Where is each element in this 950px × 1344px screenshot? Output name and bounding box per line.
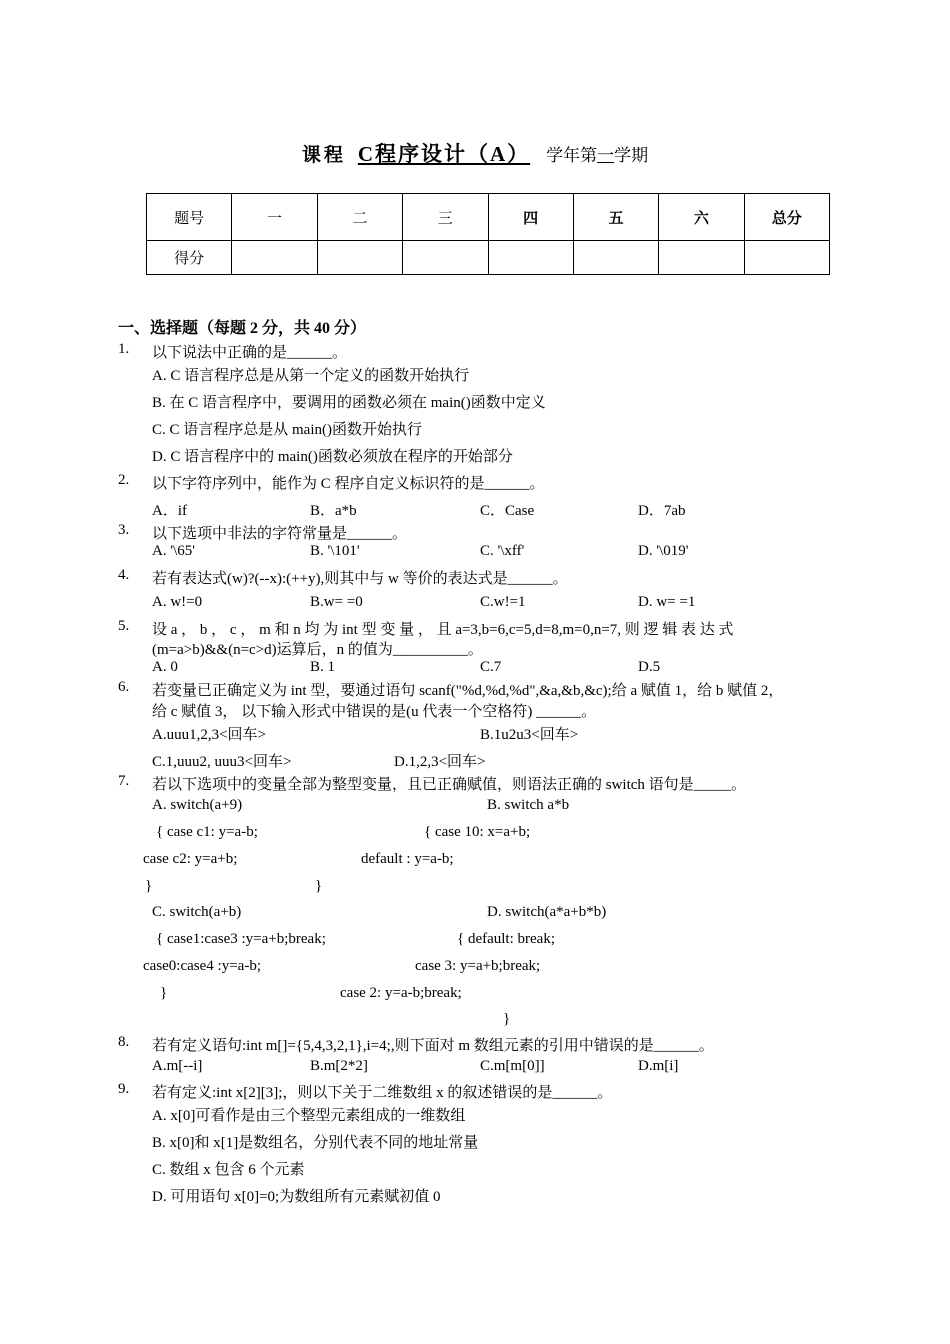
- code-d-line5: }: [503, 1011, 511, 1027]
- option-c: C.1,uuu2, uuu3<回车>: [152, 754, 292, 770]
- score-row-label: 得分: [147, 241, 232, 275]
- score-table: [146, 193, 830, 275]
- title-term: 学期: [614, 146, 649, 165]
- question-number: 7.: [118, 773, 130, 789]
- option-a: A.uuu1,2,3<回车>: [152, 727, 267, 743]
- question-stem-line1: 若变量已正确定义为 int 型，要通过语句 scanf("%d,%d,%d",&a,&b,&c);给 a 赋值 1，给 b 赋值 2，: [152, 683, 784, 699]
- question-stem: 若有表达式(w)?(--x):(++y),则其中与 w 等价的表达式是______。: [152, 571, 568, 587]
- question-stem: 若有定义:int x[2][3];，则以下关于二维数组 x 的叙述错误的是______。: [152, 1085, 613, 1101]
- question-stem: 若有定义语句:int m[]={5,4,3,2,1},i=4;,则下面对 m 数组元素的引用中错误的是______。: [152, 1038, 714, 1054]
- score-header-cell: 四: [488, 194, 573, 241]
- code-a-line4: }: [145, 878, 153, 894]
- question-number: 2.: [118, 472, 130, 488]
- option-c: C．Case: [480, 503, 535, 519]
- section-title: 一、选择题（每题 2 分，共 40 分）: [118, 320, 367, 337]
- exam-title: [0, 138, 950, 168]
- question-stem: 若以下选项中的变量全部为整型变量，且已正确赋值，则语法正确的 switch 语句是_____。: [152, 777, 747, 793]
- option-d: D.1,2,3<回车>: [394, 754, 486, 770]
- code-d-line4: case 2: y=a-b;break;: [340, 985, 462, 1001]
- score-header-cell: 一: [232, 194, 317, 241]
- question-stem-line2: (m=a>b)&&(n=c>d)运算后，n 的值为__________。: [152, 642, 483, 658]
- code-c-line4: }: [160, 985, 168, 1001]
- code-d-line1: D. switch(a*a+b*b): [487, 904, 607, 920]
- question-stem-line2: 给 c 赋值 3， 以下输入形式中错误的是(u 代表一个空格符) ______。: [152, 704, 597, 720]
- score-cell: [232, 241, 317, 275]
- score-cell: [317, 241, 402, 275]
- option-b: B．a*b: [310, 503, 357, 519]
- score-header-cell: 总分: [744, 194, 829, 241]
- option-b: B.m[2*2]: [310, 1058, 368, 1074]
- option-b: B. '\101': [310, 543, 360, 559]
- code-c-line3: case0:case4 :y=a-b;: [143, 958, 261, 974]
- option-d: D. '\019': [638, 543, 689, 559]
- score-header-cell: 三: [403, 194, 488, 241]
- option-c: C. 数组 x 包含 6 个元素: [152, 1162, 305, 1178]
- option-c: C.w!=1: [480, 594, 526, 610]
- option-b: B. x[0]和 x[1]是数组名，分别代表不同的地址常量: [152, 1135, 479, 1151]
- question-stem: 以下字符序列中，能作为 C 程序自定义标识符的是______。: [152, 476, 545, 492]
- option-a: A. C 语言程序总是从第一个定义的函数开始执行: [152, 368, 470, 384]
- code-a-line1: A. switch(a+9): [152, 797, 243, 813]
- question-number: 1.: [118, 341, 130, 357]
- title-year: 学年第: [546, 146, 598, 165]
- option-c: C. '\xff': [480, 543, 525, 559]
- option-b: B. 1: [310, 659, 336, 675]
- question-stem: 以下说法中正确的是______。: [152, 345, 348, 361]
- code-a-line3: case c2: y=a+b;: [143, 851, 238, 867]
- course-name: C程序设计（A）: [357, 142, 531, 166]
- code-c-line2: { case1:case3 :y=a+b;break;: [156, 931, 326, 947]
- option-d: D. w= =1: [638, 594, 696, 610]
- score-cell: [403, 241, 488, 275]
- title-term-blank: 一: [597, 146, 615, 165]
- question-number: 3.: [118, 522, 130, 538]
- score-cell: [488, 241, 573, 275]
- option-a: A.m[--i]: [152, 1058, 203, 1074]
- option-d: D. C 语言程序中的 main()函数必须放在程序的开始部分: [152, 449, 513, 465]
- question-number: 6.: [118, 679, 130, 695]
- code-b-line1: B. switch a*b: [487, 797, 570, 813]
- option-d: D．7ab: [638, 503, 686, 519]
- question-stem: 以下选项中非法的字符常量是______。: [152, 526, 408, 542]
- score-header-cell: 题号: [147, 194, 232, 241]
- question-number: 4.: [118, 567, 130, 583]
- code-c-line1: C. switch(a+b): [152, 904, 242, 920]
- option-b: B.w= =0: [310, 594, 363, 610]
- title-prefix: 课程: [301, 145, 346, 166]
- question-stem-line1: 设 a ， b ， c ， m 和 n 均 为 int 型 变 量 ， 且 a=3,b=6,c=5,d=8,m=0,n=7, 则 逻 辑 表 达 式: [152, 622, 734, 638]
- option-c: C.7: [480, 659, 502, 675]
- score-header-cell: 六: [659, 194, 744, 241]
- option-b: B.1u2u3<回车>: [480, 727, 579, 743]
- option-d: D.m[i]: [638, 1058, 679, 1074]
- option-d: D.5: [638, 659, 661, 675]
- option-a: A．if: [152, 503, 187, 519]
- question-number: 5.: [118, 618, 130, 634]
- option-d: D. 可用语句 x[0]=0;为数组所有元素赋初值 0: [152, 1189, 441, 1205]
- code-d-line3: case 3: y=a+b;break;: [415, 958, 541, 974]
- code-d-line2: { default: break;: [457, 931, 555, 947]
- score-cell: [744, 241, 829, 275]
- option-a: A. '\65': [152, 543, 195, 559]
- score-cell: [573, 241, 658, 275]
- option-c: C. C 语言程序总是从 main()函数开始执行: [152, 422, 422, 438]
- score-header-cell: 二: [317, 194, 402, 241]
- option-a: A. 0: [152, 659, 178, 675]
- score-cell: [659, 241, 744, 275]
- code-b-line2: { case 10: x=a+b;: [424, 824, 531, 840]
- option-c: C.m[m[0]]: [480, 1058, 545, 1074]
- question-number: 9.: [118, 1081, 130, 1097]
- option-a: A. w!=0: [152, 594, 203, 610]
- code-a-line2: { case c1: y=a-b;: [156, 824, 258, 840]
- score-header-cell: 五: [573, 194, 658, 241]
- option-a: A. x[0]可看作是由三个整型元素组成的一维数组: [152, 1108, 466, 1124]
- option-b: B. 在 C 语言程序中，要调用的函数必须在 main()函数中定义: [152, 395, 546, 411]
- question-number: 8.: [118, 1034, 130, 1050]
- code-b-line4: }: [315, 878, 323, 894]
- code-b-line3: default : y=a-b;: [361, 851, 454, 867]
